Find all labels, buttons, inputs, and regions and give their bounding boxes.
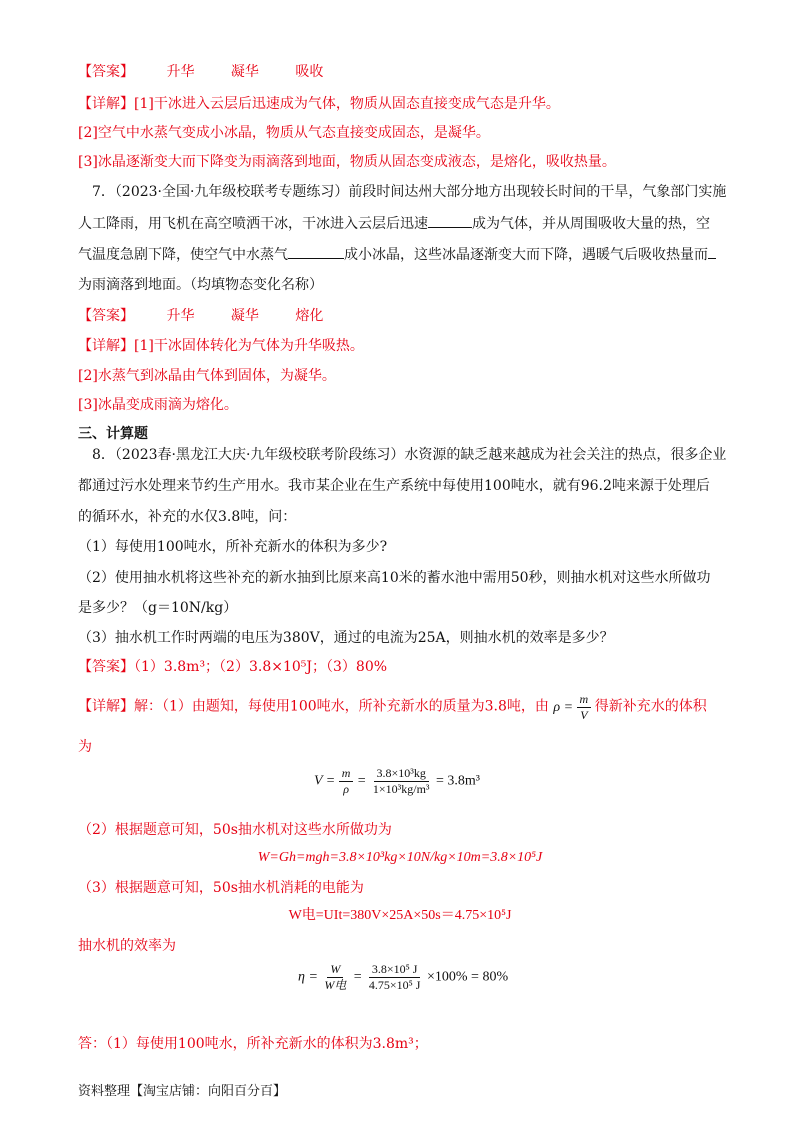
question-text: 人工降雨，用飞机在高空喷洒干冰，干冰进入云层后迅速 [78, 216, 428, 232]
step-3-title: （3）根据题意可知，50s抽水机消耗的电能为 [78, 880, 364, 896]
efficiency-title: 抽水机的效率为 [78, 938, 176, 954]
energy-formula: W电=UIt=380V×25A×50s＝4.75×10⁵J [288, 908, 512, 923]
detail-line [78, 692, 707, 723]
detail-tag: 【详解】 [78, 96, 134, 112]
question-text: 气温度急剧下降，使空气中水蒸气 [78, 247, 288, 263]
detail-tag: 【详解】 [78, 698, 134, 715]
fill-blank [288, 244, 344, 259]
answer-1: 升华 [166, 308, 195, 324]
detail-line [78, 336, 364, 356]
detail-line: [2]空气中水蒸气变成小冰晶，物质从气态直接变成固态，是凝华。 [78, 125, 490, 141]
detail-line: [2]水蒸气到冰晶由气体到固体，为凝华。 [78, 368, 336, 384]
density-formula: ρ = $\frac{m}{V}$ [553, 700, 594, 715]
detail-line: 为 [78, 739, 92, 755]
question-text: 成为气体，并从周围吸收大量的热，空 [472, 216, 710, 232]
answer-line-7 [78, 306, 323, 326]
question-8-line: 的循环水，补充的水仅3.8吨，问： [78, 509, 297, 525]
detail-text: 得新补充水的体积 [594, 698, 707, 715]
section-title: 三、计算题 [78, 426, 148, 442]
question-text: 成小冰晶，这些冰晶逐渐变大而下降，遇暖气后吸收热量而 [344, 247, 708, 263]
detail-text: 解：（1）由题知，每使用100吨水，所补充新水的质量为3.8吨，由 [134, 698, 549, 715]
answer-3: 熔化 [295, 308, 324, 324]
efficiency-formula: η = $\frac{W}{\text{W电}}$ = $\frac{\text{3.8×10⁵ J}}{\text{4.75×10⁵ J}}$ ×100% = 80% [298, 962, 509, 992]
volume-formula: V = $\frac{m}{\rho}$ = $\frac{\text{3.8×10³kg}}{\text{1×10³kg/m³}}$ = 3.8m³ [314, 766, 480, 796]
question-8-line: 都通过污水处理来节约生产用水。我市某企业在生产系统中每使用100吨水，就有96.2吨来源于处理后 [78, 478, 710, 494]
answer-1: 升华 [166, 64, 195, 80]
answer-3: 吸收 [295, 64, 324, 80]
detail-tag: 【详解】 [78, 338, 134, 354]
detail-text: [1]干冰进入云层后迅速成为气体，物质从固态直接变成气态是升华。 [134, 96, 560, 112]
answer-2: 凝华 [230, 64, 259, 80]
detail-line [78, 94, 560, 114]
answer-tag: 【答案】 [78, 659, 134, 675]
detail-text: [1]干冰固体转化为气体为升华吸热。 [134, 338, 364, 354]
detail-line: [3]冰晶逐渐变大而下降变为雨滴落到地面，物质从固态变成液态，是熔化，吸收热量。 [78, 154, 616, 170]
answer-tag: 【答案】 [78, 64, 134, 80]
footer-source: 资料整理【淘宝店铺：向阳百分百】 [78, 1084, 287, 1099]
question-7-line [78, 213, 710, 234]
sub-question-2-cont: 是多少？（g＝10N/kg） [78, 600, 238, 616]
question-7-line [78, 244, 716, 265]
answer-2: 凝华 [230, 308, 259, 324]
fill-blank [708, 244, 716, 259]
conclusion-line: 答：（1）每使用100吨水，所补充新水的体积为3.8m³； [78, 1036, 428, 1052]
sub-question-1: （1）每使用100吨水，所补充新水的体积为多少? [78, 539, 388, 555]
work-formula: W=Gh=mgh=3.8×10³kg×10N/kg×10m=3.8×10⁵J [257, 850, 543, 865]
sub-question-2: （2）使用抽水机将这些补充的新水抽到比原来高10米的蓄水池中需用50秒，则抽水机对这些水所做功 [78, 570, 711, 586]
question-8-line: 8．（2023春·黑龙江大庆·九年级校联考阶段练习）水资源的缺乏越来越成为社会关注的热点，很多企业 [92, 447, 727, 463]
answer-text: （1）3.8m³；（2）3.8×10⁵J；（3）80% [134, 659, 388, 675]
question-7-line: 为雨滴落到地面。（均填物态变化名称） [78, 277, 323, 293]
step-2-title: （2）根据题意可知，50s抽水机对这些水所做功为 [78, 822, 392, 838]
answer-line-8 [78, 657, 387, 677]
sub-question-3: （3）抽水机工作时两端的电压为380V，通过的电流为25A，则抽水机的效率是多少？ [78, 630, 614, 646]
fill-blank [428, 213, 472, 228]
answer-tag: 【答案】 [78, 308, 134, 324]
answer-line-6 [78, 62, 323, 82]
detail-line: [3]冰晶变成雨滴为熔化。 [78, 397, 238, 413]
question-7-line: 7．（2023·全国·九年级校联考专题练习）前段时间达州大部分地方出现较长时间的干旱，气象部门实施 [92, 184, 727, 200]
